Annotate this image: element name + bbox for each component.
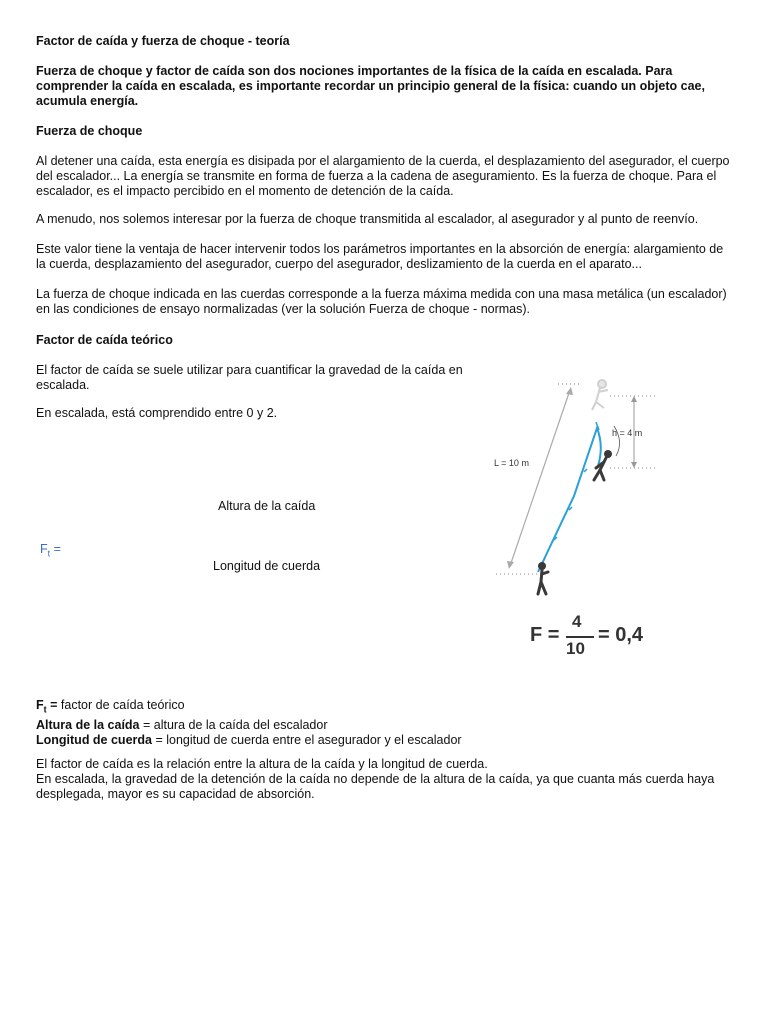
- definition-desc: factor de caída teórico: [60, 698, 185, 712]
- formula-equals: =: [50, 542, 61, 556]
- definition-term: Longitud de cuerda: [36, 732, 152, 747]
- fraction-bar: [566, 636, 594, 638]
- definitions-list: [36, 698, 736, 748]
- paragraph-line: El factor de caída es la relación entre la altura de la caída y la longitud de cuerda.: [36, 757, 488, 771]
- paragraph: Este valor tiene la ventaja de hacer intervenir todos los parámetros importantes en la absorción de energía: alargamiento de la cuerda, desplazamiento del asegurador, cuerpo del asegurador, deslizamiento de la cuerda en el aparato...: [36, 242, 724, 271]
- intro-paragraph: Fuerza de choque y factor de caída son dos nociones importantes de la física de la caída en escalada. Para comprender la caída en escalada, es importante recordar un principio general de la física: cuando un objeto cae, acumula energía.: [36, 64, 705, 108]
- paragraph: El factor de caída se suele utilizar para cuantificar la gravedad de la caída en escalada.: [36, 363, 463, 392]
- example-denominator: 10: [566, 639, 585, 658]
- definition-term-sub: t: [43, 704, 47, 715]
- belayer-icon: [538, 562, 548, 594]
- formula-denominator-label: Longitud de cuerda: [213, 559, 321, 573]
- example-lhs: F =: [530, 624, 560, 646]
- closing-paragraph: [36, 757, 736, 802]
- formula-lhs: [40, 542, 61, 562]
- definition-term: Altura de la caída: [36, 717, 140, 732]
- definition-desc: longitud de cuerda entre el asegurador y el escalador: [166, 732, 462, 747]
- paragraph-line: En escalada, la gravedad de la detención de la caída no depende de la altura de la caída, ya que cuanta más cuerda haya desplegada, mayor es su capacidad de absorción.: [36, 772, 715, 801]
- definition-term: F: [36, 698, 44, 712]
- length-arrow: [510, 390, 570, 566]
- height-label: h = 4 m: [612, 428, 643, 438]
- section-heading-fuerza-de-choque: Fuerza de choque: [36, 124, 143, 138]
- rope: [538, 428, 601, 572]
- formula-f: F: [40, 542, 48, 556]
- example-numerator: 4: [572, 612, 582, 631]
- formula-numerator-label: Altura de la caída: [218, 499, 316, 513]
- definition-item: Altura de la caída = altura de la caída del escalador: [36, 717, 328, 732]
- formula-f-sub: t: [47, 548, 51, 559]
- definition-item: $F_t$ = factor de caída teórico: [36, 698, 185, 715]
- example-result: = 0,4: [598, 624, 644, 646]
- paragraph: En escalada, está comprendido entre 0 y 2.: [36, 406, 278, 420]
- length-label: L = 10 m: [494, 458, 529, 468]
- paragraph: Al detener una caída, esta energía es disipada por el alargamiento de la cuerda, el desplazamiento del asegurador, el cuerpo del escalador... La energía se transmite en forma de fuerza a la cadena de aseguramiento. Es la fuerza de choque. Para el escalador, es el impacto percibido en el momento de detención de la caída.: [36, 154, 730, 198]
- section-heading-factor-de-caida: Factor de caída teórico: [36, 333, 173, 347]
- falling-climber-icon: [594, 450, 612, 480]
- definition-item: Longitud de cuerda = longitud de cuerda entre el asegurador y el escalador: [36, 732, 462, 747]
- paragraph: A menudo, nos solemos interesar por la fuerza de choque transmitida al escalador, al asegurador y al punto de reenvío.: [36, 212, 699, 226]
- paragraph: La fuerza de choque indicada en las cuerdas corresponde a la fuerza máxima medida con una masa metálica (un escalador) en las condiciones de ensayo normalizadas (ver la solución Fuerza de choque - normas).: [36, 287, 727, 316]
- quickdraws: [542, 422, 599, 564]
- page-title: Factor de caída y fuerza de choque - teoría: [36, 34, 290, 48]
- fall-factor-diagram: [484, 376, 684, 606]
- ghost-climber-icon: [592, 380, 608, 410]
- definition-desc: altura de la caída del escalador: [153, 717, 328, 732]
